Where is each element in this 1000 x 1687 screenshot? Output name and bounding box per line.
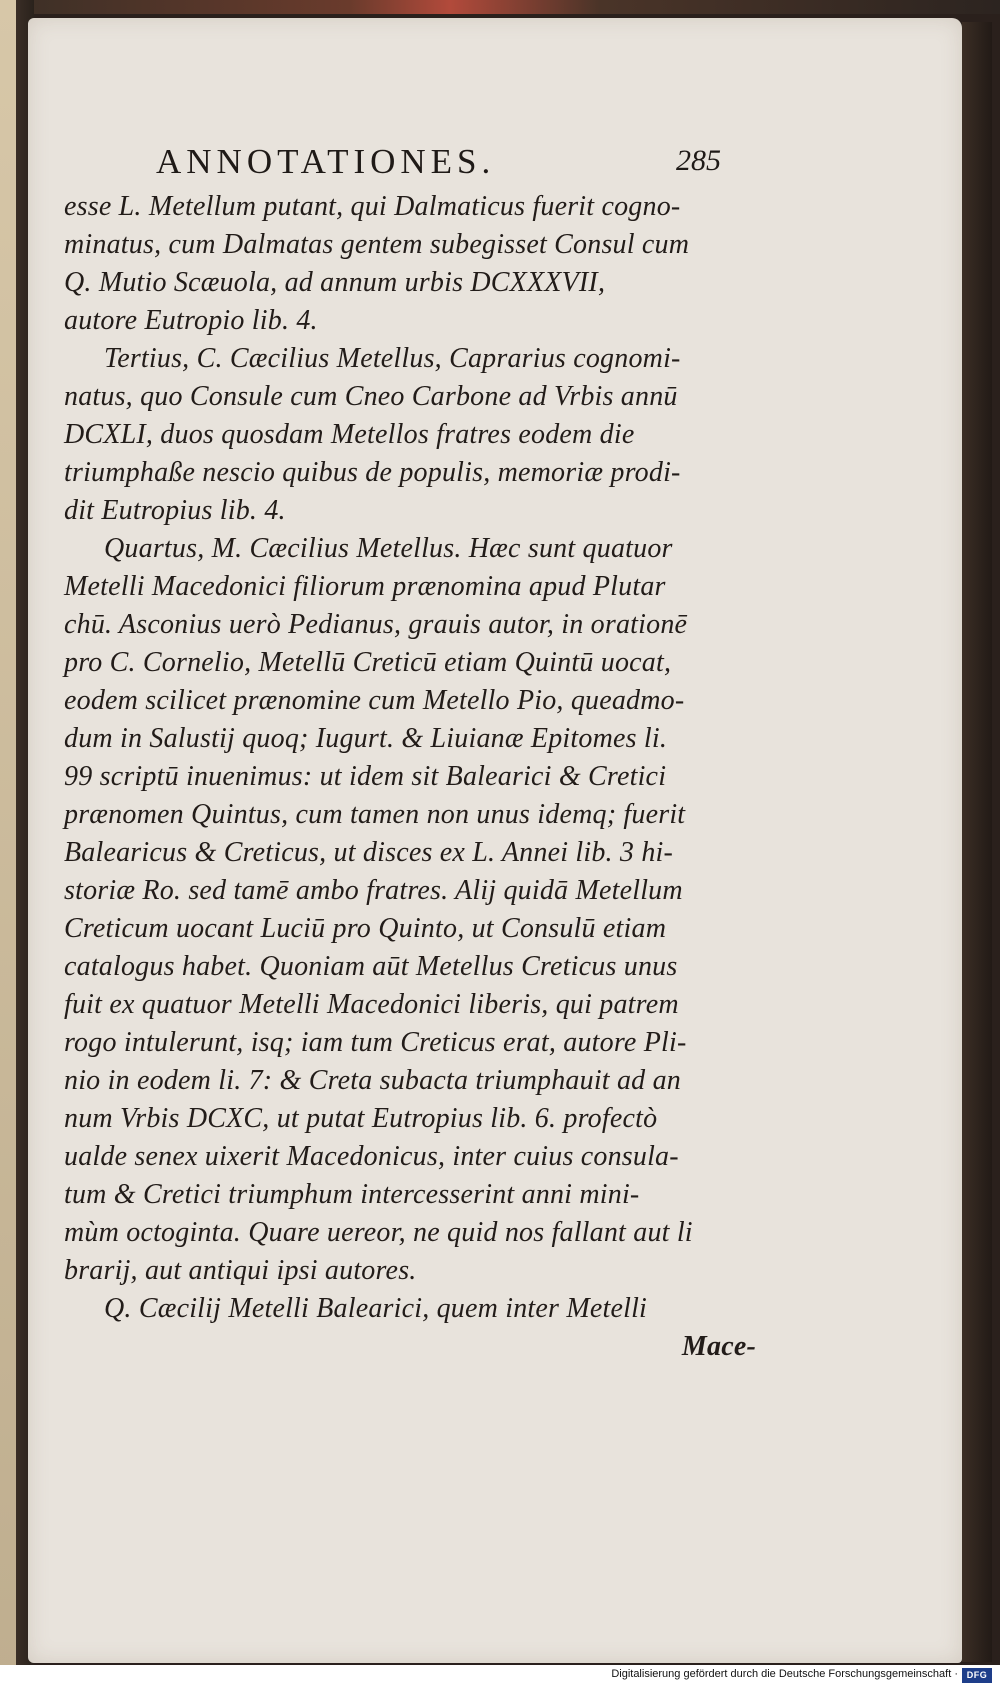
text-line: mùm octoginta. Quare uereor, ne quid nos fallant aut li [64, 1217, 693, 1248]
digitization-footer [0, 1665, 1000, 1687]
text-line: storiæ Ro. sed tamē ambo fratres. Alij quidā Metellum [64, 875, 683, 906]
text-line: natus, quo Consule cum Cneo Carbone ad Vrbis annū [64, 381, 678, 412]
text-line: pro C. Cornelio, Metellū Creticū etiam Quintū uocat, [64, 647, 672, 678]
text-line: autore Eutropio lib. 4. [64, 305, 318, 336]
text-line: eodem scilicet prænomine cum Metello Pio, queadmo- [64, 685, 685, 716]
page-number: 285 [676, 144, 721, 177]
text-line: prænomen Quintus, cum tamen non unus idemq; fuerit [64, 799, 686, 830]
text-line: dum in Salustij quoq; Iugurt. & Liuianæ Epitomes li. [64, 723, 668, 754]
page-header [28, 142, 962, 186]
facing-page-edge [0, 0, 16, 1687]
text-line: ualde senex uixerit Macedonicus, inter cuius consula- [64, 1141, 679, 1172]
catchword: Mace- [681, 1331, 756, 1362]
top-band [0, 0, 1000, 14]
text-line: catalogus habet. Quoniam aūt Metellus Creticus unus [64, 951, 678, 982]
text-line: tum & Cretici triumphum intercesserint anni mini- [64, 1179, 640, 1210]
book-fore-edge [962, 22, 992, 1662]
text-line: nio in eodem li. 7: & Creta subacta triumphauit ad an [64, 1065, 681, 1096]
text-line: Tertius, C. Cæcilius Metellus, Caprarius cognomi- [104, 343, 681, 374]
text-line: rogo intulerunt, isq; iam tum Creticus erat, autore Pli- [64, 1027, 687, 1058]
text-line: DCXLI, duos quosdam Metellos fratres eodem die [64, 419, 635, 450]
text-line: dit Eutropius lib. 4. [64, 495, 286, 526]
text-line: Metelli Macedonici filiorum prænomina apud Plutar [64, 571, 666, 602]
text-line: 99 scriptū inuenimus: ut idem sit Balearici & Cretici [64, 761, 667, 792]
text-line: num Vrbis DCXC, ut putat Eutropius lib. 6. profectò [64, 1103, 658, 1134]
body-text [64, 188, 764, 1366]
text-line: chū. Asconius uerò Pedianus, grauis autor, in orationē [64, 609, 688, 640]
text-line: esse L. Metellum putant, qui Dalmaticus fuerit cogno- [64, 191, 681, 222]
text-line: Balearicus & Creticus, ut disces ex L. Annei lib. 3 hi- [64, 837, 674, 868]
book-page [28, 18, 962, 1663]
text-line: triumphaße nescio quibus de populis, memoriæ prodi- [64, 457, 681, 488]
running-head: ANNOTATIONES. [156, 142, 496, 181]
text-line: Q. Cæcilij Metelli Balearici, quem inter Metelli [104, 1293, 648, 1324]
text-line: Quartus, M. Cæcilius Metellus. Hæc sunt quatuor [104, 533, 673, 564]
dfg-logo-icon: DFG [962, 1668, 992, 1683]
funding-credit: Digitalisierung gefördert durch die Deutsche Forschungsgemeinschaft · [611, 1668, 958, 1680]
text-line: Creticum uocant Luciū pro Quinto, ut Consulū etiam [64, 913, 667, 944]
text-line: brarij, aut antiqui ipsi autores. [64, 1255, 417, 1286]
text-line: minatus, cum Dalmatas gentem subegisset Consul cum [64, 229, 690, 260]
text-line: fuit ex quatuor Metelli Macedonici liberis, qui patrem [64, 989, 679, 1020]
text-line: Q. Mutio Scæuola, ad annum urbis DCXXXVII, [64, 267, 606, 298]
